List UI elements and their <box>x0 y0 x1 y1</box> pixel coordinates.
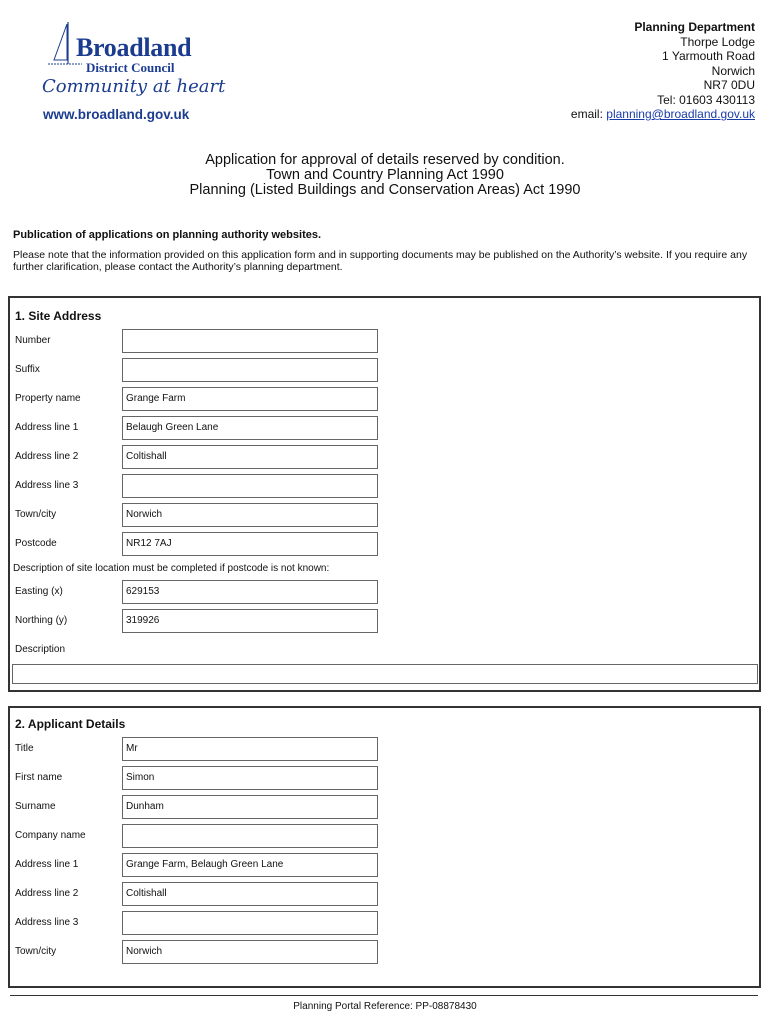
surname-input[interactable]: Dunham <box>122 795 378 819</box>
field-label: Address line 3 <box>15 917 79 928</box>
field-row-address-line-3 <box>10 474 759 500</box>
suffix-input[interactable] <box>122 358 378 382</box>
field-label: Address line 1 <box>15 859 79 870</box>
address-line-3-input[interactable] <box>122 474 378 498</box>
logo-brand-name: Broadland <box>76 33 192 62</box>
field-label: Suffix <box>15 364 40 375</box>
site-address-section <box>8 296 761 692</box>
publication-note: Please note that the information provided on this application form and in supporting documents may be published on the Authority’s website. If you require any further clarification, please contact the Authority’s planning department. <box>13 249 748 273</box>
address-postcode: NR7 0DU <box>703 78 755 92</box>
email-row <box>571 107 755 122</box>
field-label: Number <box>15 335 51 346</box>
portal-reference: Planning Portal Reference: PP-08878430 <box>293 1001 477 1012</box>
field-row-first-name <box>10 766 759 792</box>
field-row-address-line-2 <box>10 445 759 471</box>
field-label: Address line 2 <box>15 888 79 899</box>
section-title: 1. Site Address <box>15 309 102 323</box>
field-label: Town/city <box>15 946 57 957</box>
logo-tagline: Community at heart <box>42 76 226 97</box>
applicant-address-line-3-input[interactable] <box>122 911 378 935</box>
address-line: Thorpe Lodge <box>680 34 755 49</box>
email-label: email: <box>570 107 607 121</box>
form-title-line: Planning (Listed Buildings and Conservation Areas) Act 1990 <box>189 182 581 198</box>
applicant-address-line-2-input[interactable]: Coltishall <box>122 882 378 906</box>
address-line-1-input[interactable]: Belaugh Green Lane <box>122 416 378 440</box>
form-title <box>0 153 770 198</box>
field-label: Address line 3 <box>15 480 79 491</box>
first-name-input[interactable]: Simon <box>122 766 378 790</box>
logo-brand-subtitle: District Council <box>86 60 175 75</box>
field-row-surname <box>10 795 759 821</box>
field-label: Title <box>15 743 34 754</box>
number-input[interactable] <box>122 329 378 353</box>
field-row-address-line-2 <box>10 882 759 908</box>
property-name-input[interactable]: Grange Farm <box>122 387 378 411</box>
field-row-property-name <box>10 387 759 413</box>
field-label: Town/city <box>15 509 57 520</box>
field-row-town-city <box>10 940 759 966</box>
field-row-address-line-1 <box>10 853 759 879</box>
field-row-address-line-3 <box>10 911 759 937</box>
publication-heading: Publication of applications on planning authority websites. <box>13 229 322 241</box>
field-label: Company name <box>15 830 86 841</box>
field-row-suffix <box>10 358 759 384</box>
field-label: Surname <box>15 801 56 812</box>
address-line-2-input[interactable]: Coltishall <box>122 445 378 469</box>
field-row-address-line-1 <box>10 416 759 442</box>
field-row-town-city <box>10 503 759 529</box>
section-title: 2. Applicant Details <box>15 717 126 731</box>
address-line: Norwich <box>711 63 755 78</box>
department-name: Planning Department <box>634 20 755 34</box>
address-line: 1 Yarmouth Road <box>662 49 755 63</box>
field-label: Address line 2 <box>15 451 79 462</box>
field-label: First name <box>15 772 63 783</box>
field-label: Address line 1 <box>15 422 79 433</box>
location-note: Description of site location must be completed if postcode is not known: <box>13 563 330 574</box>
telephone: Tel: 01603 430113 <box>657 92 755 107</box>
description-label: Description <box>15 644 66 655</box>
field-label: Property name <box>15 393 81 404</box>
description-input[interactable] <box>12 664 758 684</box>
field-label: Easting (x) <box>15 586 63 597</box>
title-input[interactable]: Mr <box>122 737 378 761</box>
applicant-address-line-1-input[interactable]: Grange Farm, Belaugh Green Lane <box>122 853 378 877</box>
council-website-link[interactable]: www.broadland.gov.uk <box>43 107 190 122</box>
field-row-number <box>10 329 759 355</box>
northing-input[interactable]: 319926 <box>122 609 378 633</box>
contact-block <box>571 20 755 122</box>
form-title-line: Application for approval of details reserved by condition. <box>205 152 565 168</box>
postcode-input[interactable]: NR12 7AJ <box>122 532 378 556</box>
applicant-town-city-input[interactable]: Norwich <box>122 940 378 964</box>
easting-input[interactable]: 629153 <box>122 580 378 604</box>
field-row-easting <box>10 580 759 606</box>
town-city-input[interactable]: Norwich <box>122 503 378 527</box>
company-name-input[interactable] <box>122 824 378 848</box>
field-row-title <box>10 737 759 763</box>
footer-divider <box>10 995 758 996</box>
field-row-postcode <box>10 532 759 558</box>
email-link[interactable]: planning@broadland.gov.uk <box>606 107 755 121</box>
field-row-company-name <box>10 824 759 850</box>
field-row-northing <box>10 609 759 635</box>
form-title-line: Town and Country Planning Act 1990 <box>266 167 504 183</box>
field-label: Postcode <box>15 538 57 549</box>
applicant-details-section <box>8 706 761 988</box>
council-logo <box>40 20 226 125</box>
field-label: Northing (y) <box>15 615 68 626</box>
